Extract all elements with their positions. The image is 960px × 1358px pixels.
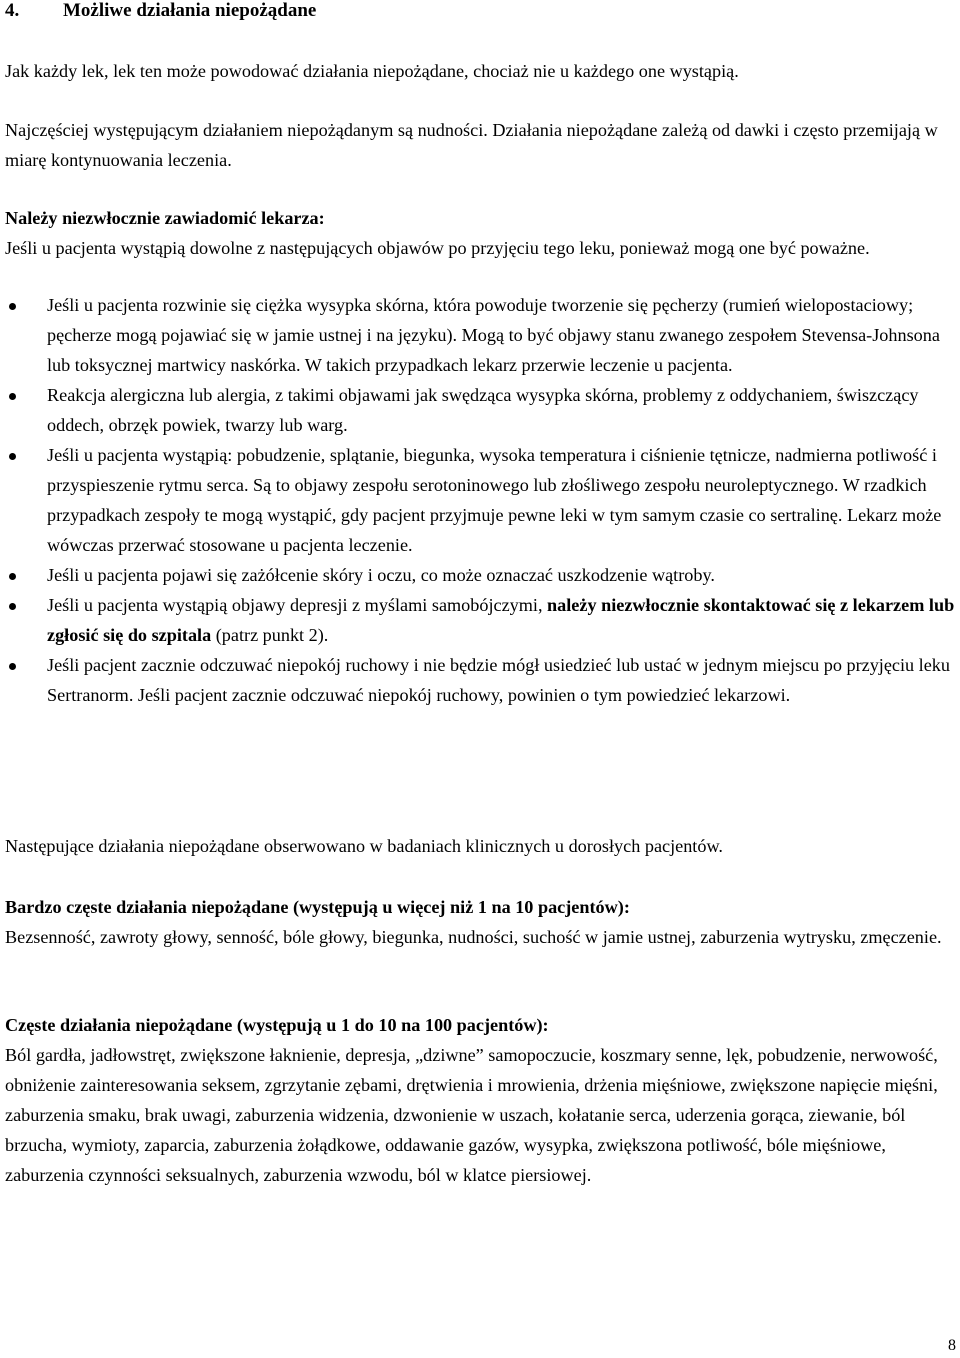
- section-number: 4.: [5, 0, 20, 21]
- common-text: Ból gardła, jadłowstręt, zwiększone łaknienie, depresja, „dziwne” samopoczucie, koszmary senne, lęk, pobudzenie, nerwowość, obniżenie zainteresowania seksem, zgrzytanie zębami, drętwienia i mrowienia, drżenia mięśniowe, zwiększone napięcie mięśni, zaburzenia smaku, brak uwagi, zaburzenia widzenia, dzwonienie w uszach, kołatanie serca, uderzenia gorąca, ziewanie, ból brzucha, wymioty, zaparcia, zaburzenia żołądkowe, oddawanie gazów, wysypka, zwiększona potliwość, bóle mięśniowe, zaburzenia czynności seksualnych, zaburzenia wzwodu, ból w klatce piersiowej.: [5, 1045, 938, 1185]
- list-item: [5, 440, 958, 560]
- notify-doctor-heading: Należy niezwłocznie zawiadomić lekarza:: [5, 208, 325, 228]
- section-heading: [5, 0, 316, 26]
- very-common-text: Bezsenność, zawroty głowy, senność, bóle głowy, biegunka, nudności, suchość w jamie ustnej, zaburzenia wytrysku, zmęczenie.: [5, 927, 942, 947]
- bullet-icon: [9, 303, 16, 310]
- list-item: [5, 650, 958, 710]
- list-item-text: Jeśli u pacjenta wystąpią: pobudzenie, splątanie, biegunka, wysoka temperatura i ciśnienie tętnicze, nadmierna potliwość i przyspieszenie rytmu serca. Są to objawy zespołu serotoninowego lub złośliwego zespołu neuroleptycznego. W rzadkich przypadkach zespoły te mogą wystąpić, gdy pacjent przyjmuje pewne leki w tym samym czasie co sertralinę. Lekarz może wówczas przerwać stosowane u pacjenta leczenie.: [47, 445, 942, 555]
- bullet-icon: [9, 603, 16, 610]
- common-effects-section: [5, 1010, 958, 1190]
- observed-effects-paragraph: Następujące działania niepożądane obserwowano w badaniach klinicznych u dorosłych pacjentów.: [5, 836, 723, 856]
- serious-symptoms-list: [5, 290, 958, 710]
- list-item-text-pre: Jeśli u pacjenta wystąpią objawy depresji z myślami samobójczymi,: [47, 595, 548, 615]
- bullet-icon: [9, 663, 16, 670]
- very-common-effects-section: [5, 892, 958, 952]
- list-item-text-bold: należy niezwłocznie skontaktować się z lekarzem lub zgłosić się do szpitala: [47, 595, 955, 645]
- list-item-text: Jeśli u pacjenta rozwinie się ciężka wysypka skórna, która powoduje tworzenie się pęcherzy (rumień wielopostaciowy; pęcherze mogą pojawiać się w jamie ustnej i na języku). Mogą to być objawy stanu zwanego zespołem Stevensa-Johnsona lub toksycznej martwicy naskórka. W takich przypadkach lekarz przerwie leczenie u pacjenta.: [47, 295, 940, 375]
- list-item: [5, 290, 958, 380]
- common-heading: Częste działania niepożądane (występują u 1 do 10 na 100 pacjentów):: [5, 1015, 549, 1035]
- list-item-text: Reakcja alergiczna lub alergia, z takimi objawami jak swędząca wysypka skórna, problemy z oddychaniem, świszczący oddech, obrzęk powiek, twarzy lub warg.: [47, 385, 919, 435]
- section-title: Możliwe działania niepożądane: [63, 0, 317, 21]
- intro-paragraph: Jak każdy lek, lek ten może powodować działania niepożądane, chociaż nie u każdego one wystąpią.: [5, 61, 739, 81]
- bullet-icon: [9, 393, 16, 400]
- very-common-heading: Bardzo częste działania niepożądane (występują u więcej niż 1 na 10 pacjentów):: [5, 897, 630, 917]
- notify-doctor-section: [5, 203, 958, 263]
- list-item: [5, 560, 958, 590]
- list-item-text: Jeśli pacjent zacznie odczuwać niepokój ruchowy i nie będzie mógł usiedzieć lub ustać w jednym miejscu po przyjęciu leku Sertranorm. Jeśli pacjent zacznie odczuwać niepokój ruchowy, powinien o tym powiedzieć lekarzowi.: [47, 655, 950, 705]
- list-item-text-post: (patrz punkt 2).: [211, 625, 329, 645]
- common-effect-paragraph: Najczęściej występującym działaniem niepożądanym są nudności. Działania niepożądane zależą od dawki i często przemijają w miarę kontynuowania leczenia.: [5, 120, 938, 170]
- list-item: [5, 380, 958, 440]
- bullet-icon: [9, 573, 16, 580]
- list-item: [5, 590, 958, 650]
- bullet-icon: [9, 453, 16, 460]
- notify-doctor-text: Jeśli u pacjenta wystąpią dowolne z następujących objawów po przyjęciu tego leku, ponieważ mogą one być poważne.: [5, 238, 870, 258]
- page-number: 8: [948, 1337, 956, 1354]
- list-item-text: Jeśli u pacjenta pojawi się zażółcenie skóry i oczu, co może oznaczać uszkodzenie wątroby.: [47, 565, 715, 585]
